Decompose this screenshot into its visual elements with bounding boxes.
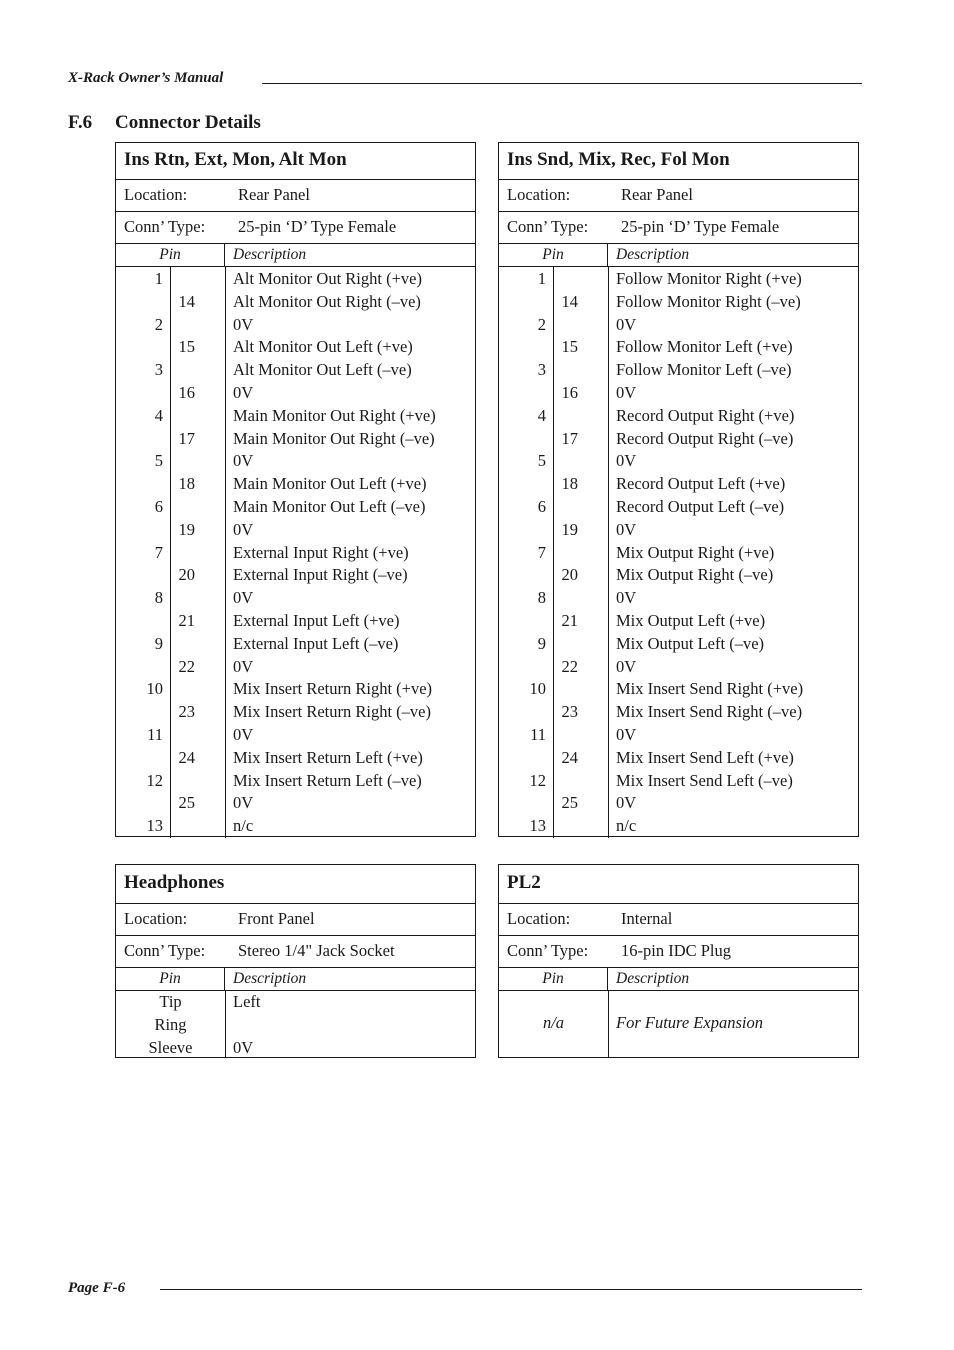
pin-description: Mix Output Right (+ve) bbox=[616, 542, 775, 562]
table-title: PL2 bbox=[499, 865, 858, 904]
pin-description: 0V bbox=[616, 451, 637, 471]
table-row bbox=[499, 428, 858, 451]
pin-list bbox=[116, 268, 475, 838]
description-column-header: Description bbox=[233, 970, 307, 987]
pin-description: Follow Monitor Right (+ve) bbox=[616, 269, 802, 288]
table-row bbox=[499, 792, 858, 815]
pin-description: 0V bbox=[616, 724, 637, 744]
pin-number: 17 bbox=[178, 428, 195, 448]
table-row bbox=[499, 473, 858, 496]
pin-number: 9 bbox=[537, 633, 546, 653]
pin-description: 0V bbox=[616, 656, 637, 676]
pin-number: 23 bbox=[178, 702, 195, 722]
pin-number: 14 bbox=[178, 291, 195, 311]
pin-number: 11 bbox=[530, 724, 546, 744]
table-row bbox=[499, 314, 858, 337]
column-header bbox=[499, 244, 858, 267]
table-row bbox=[116, 656, 475, 679]
pin-description: Follow Monitor Right (–ve) bbox=[616, 291, 801, 311]
pin-description: 0V bbox=[233, 724, 254, 744]
pin-description: External Input Right (+ve) bbox=[233, 542, 409, 562]
table-title: Ins Rtn, Ext, Mon, Alt Mon bbox=[116, 143, 475, 180]
table-row bbox=[116, 291, 475, 314]
pin-description: 0V bbox=[616, 793, 637, 813]
conn-type-value: 16-pin IDC Plug bbox=[621, 941, 732, 960]
pin-description: Mix Insert Return Right (–ve) bbox=[233, 702, 431, 722]
pin-number: n/a bbox=[542, 1013, 565, 1032]
pin-number: 1 bbox=[537, 269, 546, 288]
table-row bbox=[499, 359, 858, 382]
table-row bbox=[116, 519, 475, 542]
pin-number: 12 bbox=[146, 770, 163, 790]
pin-number: 21 bbox=[178, 610, 195, 630]
table-row bbox=[499, 405, 858, 428]
pin-description: External Input Right (–ve) bbox=[233, 565, 408, 585]
table-title: Ins Snd, Mix, Rec, Fol Mon bbox=[499, 143, 858, 180]
table-row bbox=[116, 991, 475, 1014]
pin-number: 23 bbox=[561, 702, 578, 722]
pin-description: Follow Monitor Left (–ve) bbox=[616, 360, 792, 380]
pin-number: 21 bbox=[561, 610, 578, 630]
location-value: Internal bbox=[621, 909, 673, 928]
table-row bbox=[116, 747, 475, 770]
connector-table-ins-rtn bbox=[115, 142, 476, 837]
column-header bbox=[116, 244, 475, 267]
pin-number: 16 bbox=[561, 382, 578, 402]
description-column-header: Description bbox=[233, 246, 307, 263]
table-row bbox=[499, 382, 858, 405]
table-row bbox=[499, 519, 858, 542]
conn-type-row bbox=[116, 212, 475, 244]
table-row bbox=[499, 770, 858, 793]
pin-description: 0V bbox=[233, 451, 254, 471]
conn-type-label: Conn’ Type: bbox=[124, 941, 206, 960]
pin-number: 3 bbox=[154, 360, 163, 380]
pin-number: 13 bbox=[529, 816, 546, 836]
pin-description: n/c bbox=[233, 816, 254, 836]
pin-description: Mix Insert Send Right (+ve) bbox=[616, 679, 804, 699]
pin-description: Mix Insert Return Right (+ve) bbox=[233, 679, 433, 699]
pin-number: Ring bbox=[154, 1014, 187, 1034]
table-row bbox=[116, 428, 475, 451]
pin-description: Mix Insert Send Left (–ve) bbox=[616, 770, 793, 790]
footer-rule bbox=[160, 1289, 862, 1290]
table-row bbox=[116, 473, 475, 496]
table-row bbox=[499, 633, 858, 656]
pin-number: 12 bbox=[529, 770, 546, 790]
pin-number: 7 bbox=[154, 542, 163, 562]
table-row bbox=[499, 701, 858, 724]
location-label: Location: bbox=[124, 909, 188, 928]
pin-number: 8 bbox=[154, 588, 163, 608]
pin-description: Mix Output Left (–ve) bbox=[616, 633, 765, 653]
column-header bbox=[499, 968, 858, 991]
table-row bbox=[499, 291, 858, 314]
pin-number: 6 bbox=[154, 496, 163, 516]
pin-column-header: Pin bbox=[116, 244, 225, 266]
pin-number: 2 bbox=[537, 314, 546, 334]
table-row bbox=[499, 542, 858, 565]
table-row bbox=[499, 496, 858, 519]
pin-description: 0V bbox=[616, 382, 637, 402]
table-row bbox=[116, 314, 475, 337]
pin-description: Mix Insert Return Left (+ve) bbox=[233, 747, 423, 767]
pin-number: 24 bbox=[561, 747, 578, 767]
pin-description: Main Monitor Out Left (–ve) bbox=[233, 496, 426, 516]
table-body bbox=[499, 267, 858, 838]
table-row bbox=[499, 587, 858, 610]
pin-description: External Input Left (+ve) bbox=[233, 610, 400, 630]
pin-number: 17 bbox=[561, 428, 578, 448]
pin-list bbox=[499, 268, 858, 838]
pin-number: 13 bbox=[146, 816, 163, 836]
description-column-header: Description bbox=[616, 970, 690, 987]
pin-number: 25 bbox=[178, 793, 195, 813]
table-row bbox=[116, 336, 475, 359]
pin-number: 10 bbox=[146, 679, 163, 699]
connector-table-ins-snd bbox=[498, 142, 859, 837]
location-label: Location: bbox=[507, 185, 571, 204]
pin-description: Mix Insert Send Left (+ve) bbox=[616, 747, 794, 767]
table-row bbox=[116, 542, 475, 565]
table-row bbox=[116, 815, 475, 838]
table-row bbox=[116, 382, 475, 405]
header-rule bbox=[262, 83, 862, 84]
section-heading bbox=[68, 112, 261, 134]
conn-type-label: Conn’ Type: bbox=[507, 217, 589, 236]
pin-description: Main Monitor Out Left (+ve) bbox=[233, 474, 427, 494]
conn-type-value: Stereo 1/4" Jack Socket bbox=[238, 941, 395, 960]
running-header: X-Rack Owner’s Manual bbox=[68, 70, 224, 86]
pin-description: Mix Output Right (–ve) bbox=[616, 565, 774, 585]
location-label: Location: bbox=[507, 909, 571, 928]
pin-description: Alt Monitor Out Right (–ve) bbox=[233, 291, 421, 311]
conn-type-value: 25-pin ‘D’ Type Female bbox=[238, 217, 397, 236]
description-column-header: Description bbox=[616, 246, 690, 263]
location-row bbox=[116, 904, 475, 936]
pin-number: 5 bbox=[154, 451, 163, 471]
table-row bbox=[499, 724, 858, 747]
pin-number: 2 bbox=[154, 314, 163, 334]
pin-number: 14 bbox=[561, 291, 578, 311]
pin-description: Alt Monitor Out Left (–ve) bbox=[233, 360, 412, 380]
pin-list bbox=[116, 991, 475, 1059]
pin-description: Record Output Right (–ve) bbox=[616, 428, 794, 448]
pin-number: 20 bbox=[178, 565, 195, 585]
section-number: F.6 bbox=[68, 112, 93, 133]
location-value: Rear Panel bbox=[621, 185, 693, 204]
pin-description: Left bbox=[233, 992, 261, 1011]
table-title: Headphones bbox=[116, 865, 475, 904]
pin-description: 0V bbox=[233, 588, 254, 608]
pin-description: 0V bbox=[233, 793, 254, 813]
pin-description: Mix Output Left (+ve) bbox=[616, 610, 766, 630]
pin-description: Main Monitor Out Right (–ve) bbox=[233, 428, 435, 448]
table-row bbox=[116, 701, 475, 724]
conn-type-row bbox=[499, 212, 858, 244]
location-value: Rear Panel bbox=[238, 185, 310, 204]
pin-number: 9 bbox=[154, 633, 163, 653]
table-row bbox=[499, 656, 858, 679]
pin-description: 0V bbox=[616, 314, 637, 334]
table-row bbox=[499, 336, 858, 359]
pin-description: Alt Monitor Out Right (+ve) bbox=[233, 269, 422, 288]
table-row bbox=[499, 268, 858, 291]
pin-description: 0V bbox=[233, 1037, 254, 1057]
table-row bbox=[116, 610, 475, 633]
column-header bbox=[116, 968, 475, 991]
pin-description: 0V bbox=[233, 382, 254, 402]
pin-number: 1 bbox=[154, 269, 163, 288]
page-number: Page F-6 bbox=[68, 1280, 126, 1296]
pin-number: 19 bbox=[178, 519, 195, 539]
pin-description: Main Monitor Out Right (+ve) bbox=[233, 405, 436, 425]
table-row bbox=[116, 1014, 475, 1037]
table-row bbox=[116, 678, 475, 701]
table-body bbox=[499, 991, 858, 1058]
pin-column-header: Pin bbox=[499, 968, 608, 990]
table-row bbox=[116, 405, 475, 428]
pin-number: 3 bbox=[537, 360, 546, 380]
pin-number: 7 bbox=[537, 542, 546, 562]
pin-number: 11 bbox=[147, 724, 163, 744]
location-row bbox=[116, 180, 475, 212]
pin-description: n/c bbox=[616, 816, 637, 836]
table-row bbox=[116, 633, 475, 656]
pin-number: 15 bbox=[561, 337, 578, 357]
conn-type-row bbox=[116, 936, 475, 968]
table-row bbox=[116, 792, 475, 815]
pin-number: 19 bbox=[561, 519, 578, 539]
pin-number: 5 bbox=[537, 451, 546, 471]
location-row bbox=[499, 180, 858, 212]
pin-description: Record Output Left (–ve) bbox=[616, 496, 785, 516]
pin-number: 20 bbox=[561, 565, 578, 585]
pin-number: 4 bbox=[154, 405, 163, 425]
pin-column-header: Pin bbox=[499, 244, 608, 266]
location-value: Front Panel bbox=[238, 909, 315, 928]
connector-table-pl2 bbox=[498, 864, 859, 1058]
pin-description: Mix Insert Return Left (–ve) bbox=[233, 770, 422, 790]
pin-number: 22 bbox=[561, 656, 578, 676]
table-row bbox=[116, 1037, 475, 1060]
table-row bbox=[116, 496, 475, 519]
pin-number: 10 bbox=[529, 679, 546, 699]
pin-number: 25 bbox=[561, 793, 578, 813]
pin-description: Mix Insert Send Right (–ve) bbox=[616, 702, 803, 722]
location-row bbox=[499, 904, 858, 936]
table-row bbox=[116, 770, 475, 793]
pin-description: External Input Left (–ve) bbox=[233, 633, 399, 653]
table-row bbox=[116, 587, 475, 610]
table-row bbox=[116, 724, 475, 747]
pin-description: For Future Expansion bbox=[616, 1013, 763, 1032]
pin-description: 0V bbox=[616, 519, 637, 539]
table-row bbox=[116, 564, 475, 587]
table-row bbox=[499, 450, 858, 473]
pin-description: Record Output Right (+ve) bbox=[616, 405, 795, 425]
pin-description: Record Output Left (+ve) bbox=[616, 474, 786, 494]
conn-type-row bbox=[499, 936, 858, 968]
pin-description: 0V bbox=[233, 656, 254, 676]
table-body bbox=[116, 267, 475, 838]
pin-number: 18 bbox=[178, 474, 195, 494]
pin-description: 0V bbox=[233, 519, 254, 539]
pin-number: 6 bbox=[537, 496, 546, 516]
pin-description: 0V bbox=[616, 588, 637, 608]
pin-number: 22 bbox=[178, 656, 195, 676]
pin-number: 8 bbox=[537, 588, 546, 608]
pin-description: 0V bbox=[233, 314, 254, 334]
pin-number: 16 bbox=[178, 382, 195, 402]
table-row bbox=[499, 747, 858, 770]
pin-number: Tip bbox=[159, 992, 182, 1011]
pin-description: Alt Monitor Out Left (+ve) bbox=[233, 337, 413, 357]
conn-type-value: 25-pin ‘D’ Type Female bbox=[621, 217, 780, 236]
table-row bbox=[499, 1012, 858, 1035]
pin-column-header: Pin bbox=[116, 968, 225, 990]
table-body bbox=[116, 991, 475, 1058]
table-row bbox=[116, 268, 475, 291]
table-row bbox=[116, 359, 475, 382]
table-row bbox=[499, 678, 858, 701]
conn-type-label: Conn’ Type: bbox=[507, 941, 589, 960]
section-title: Connector Details bbox=[115, 112, 261, 133]
table-row bbox=[499, 610, 858, 633]
pin-number: 15 bbox=[178, 337, 195, 357]
pin-number: 4 bbox=[537, 405, 546, 425]
pin-description: Follow Monitor Left (+ve) bbox=[616, 337, 793, 357]
pin-number: 24 bbox=[178, 747, 195, 767]
table-row bbox=[116, 450, 475, 473]
table-row bbox=[499, 815, 858, 838]
table-row bbox=[499, 564, 858, 587]
pin-number: 18 bbox=[561, 474, 578, 494]
pin-number: Sleeve bbox=[148, 1037, 193, 1057]
location-label: Location: bbox=[124, 185, 188, 204]
connector-table-headphones bbox=[115, 864, 476, 1058]
conn-type-label: Conn’ Type: bbox=[124, 217, 206, 236]
